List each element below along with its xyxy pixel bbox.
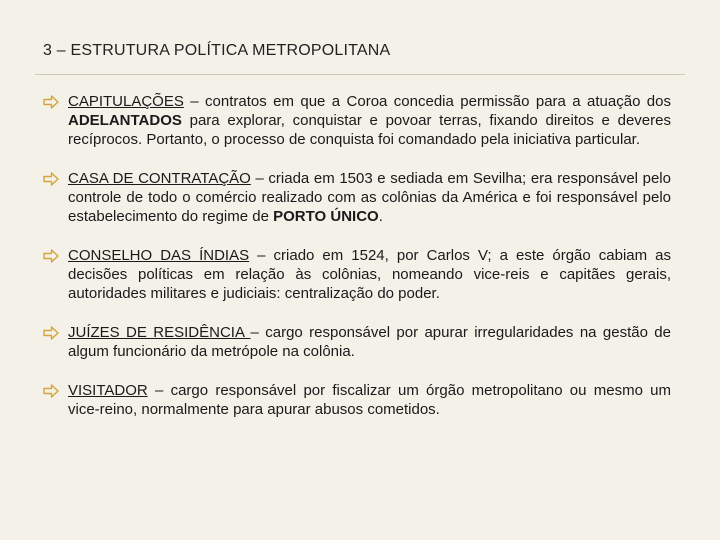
item-emphasis: ADELANTADOS [68, 112, 182, 129]
item-term: JUÍZES DE RESIDÊNCIA [68, 324, 251, 341]
arrow-right-outline-icon [43, 94, 59, 110]
item-emphasis: PORTO ÚNICO [273, 208, 379, 225]
item-text: para explorar, conquistar e povoar terras, fixando direitos e deveres recíprocos. Portanto, o processo de conquista foi comandado pela iniciativa particular. [68, 112, 671, 148]
arrow-right-outline-icon [43, 325, 59, 341]
list-item-capitulacoes [43, 92, 671, 149]
bullet-list [43, 92, 671, 439]
list-item-visitador [43, 381, 671, 419]
item-term: CAPITULAÇÕES [68, 93, 184, 110]
item-term: CONSELHO DAS ÍNDIAS [68, 247, 250, 264]
list-item-conselho-das-indias [43, 246, 671, 303]
arrow-right-outline-icon [43, 248, 59, 264]
title-divider [35, 74, 685, 75]
slide-title: 3 – ESTRUTURA POLÍTICA METROPOLITANA [43, 42, 391, 59]
list-item-casa-de-contratacao [43, 169, 671, 226]
item-term: VISITADOR [68, 382, 148, 399]
item-text: – contratos em que a Coroa concedia permissão para a atuação dos [183, 93, 671, 110]
arrow-right-outline-icon [43, 383, 59, 399]
item-term: CASA DE CONTRATAÇÃO [68, 170, 251, 187]
item-text: – cargo responsável por fiscalizar um órgão metropolitano ou mesmo um vice-reino, normalmente para apurar abusos cometidos. [68, 382, 671, 418]
item-text: . [378, 208, 383, 225]
item-text: – criada em 1503 e sediada em Sevilha; era responsável pelo controle de todo o comércio realizado com as colônias da América e foi responsável pelo estabelecimento do regime de [68, 170, 671, 225]
list-item-juizes-de-residencia [43, 323, 671, 361]
item-text: – criado em 1524, por Carlos V; a este órgão cabiam as decisões políticas em relação às colônias, nomeando vice-reis e capitães gerais, autoridades militares e judiciais: centralização do poder. [68, 247, 671, 302]
arrow-right-outline-icon [43, 171, 59, 187]
item-text: – cargo responsável por apurar irregularidades na gestão de algum funcionário da metrópole na colônia. [68, 324, 671, 360]
